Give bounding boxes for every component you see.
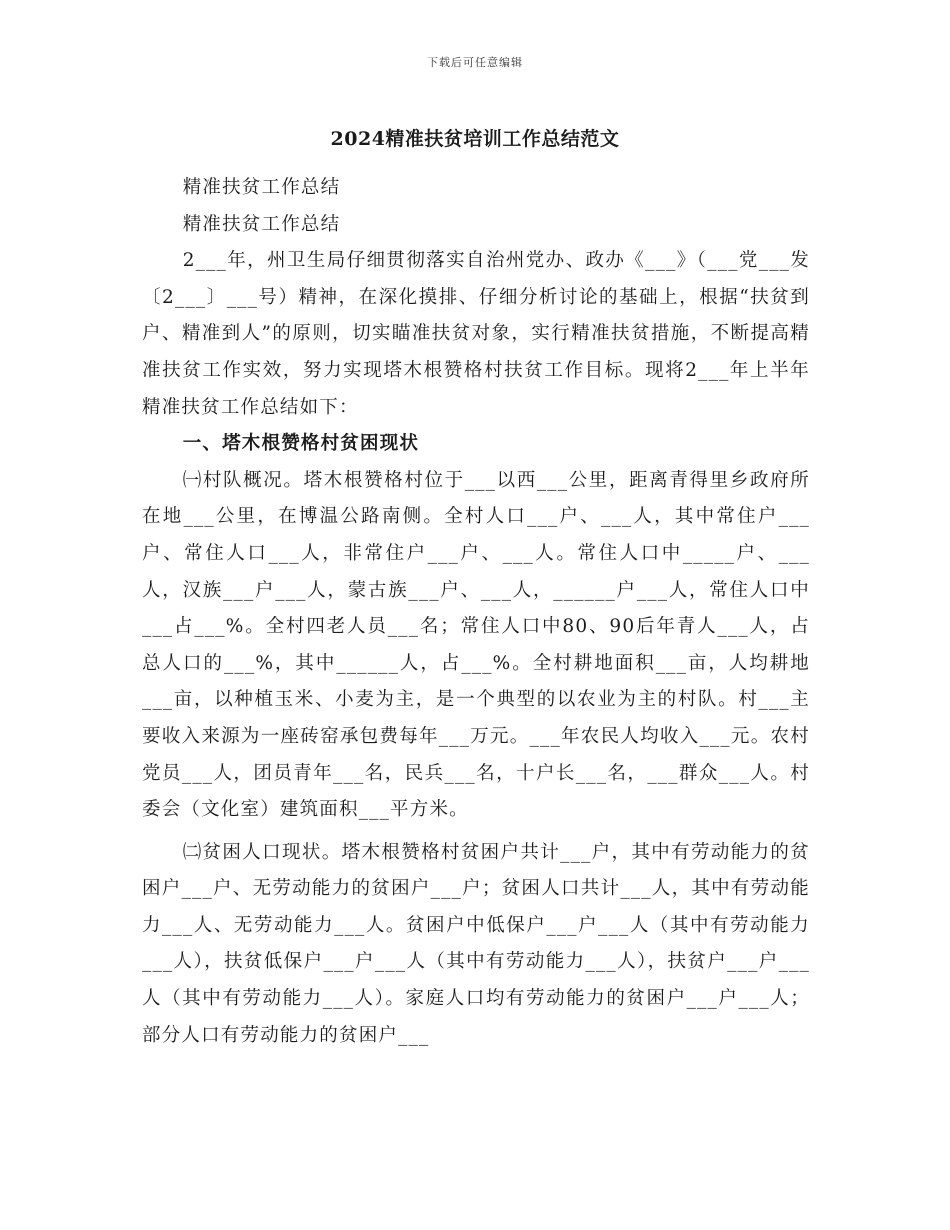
village-overview-paragraph: ㈠村队概况。塔木根赞格村位于___以西___公里，距离青得里乡政府所在地___公里，在博温公路南侧。全村人口___户、___人，其中常住户___户、常住人口___人，非常住户___户、___人。常住人口中_____户、___人，汉族___户___人，蒙古族___户、___人，______户___人，常住人口中___占___%。全村四老人员___名；常住人口中80、90后年青人___人，占总人口的___%，其中______人，占___%。全村耕地面积___亩，人均耕地___亩，以种植玉米、小麦为主，是一个典型的以农业为主的村队。村___主要收入来源为一座砖窑承包费每年___万元。___年农民人均收入___元。农村党员___人，团员青年___名，民兵___名，十户长___名，___群众___人。村委会（文化室）建筑面积___平方米。: [142, 469, 810, 821]
document-title: 2024精准扶贫培训工作总结范文: [330, 128, 620, 150]
page-header-note: 下载后可任意编辑: [427, 56, 523, 69]
section-heading: 一、塔木根赞格村贫困现状: [182, 433, 420, 455]
subtitle-paragraph-2: 精准扶贫工作总结: [182, 213, 341, 235]
subtitle-paragraph-1: 精准扶贫工作总结: [182, 177, 341, 198]
intro-paragraph: 2___年，州卫生局仔细贯彻落实自治州党办、政办《___》（___党___发〔2___〕___号）精神，在深化摸排、仔细分析讨论的基础上，根据“扶贫到户、精准到人”的原则，切实瞄准扶贫对象，实行精准扶贫措施，不断提高精准扶贫工作实效，努力实现塔木根赞格村扶贫工作目标。现将2___年上半年精准扶贫工作总结如下：: [142, 250, 810, 418]
poverty-status-paragraph: ㈡贫困人口现状。塔木根赞格村贫困户共计___户，其中有劳动能力的贫困户___户、无劳动能力的贫困户___户；贫困人口共计___人，其中有劳动能力___人、无劳动能力___人。贫困户中低保户___户___人（其中有劳动能力___人），扶贫低保户___户___人（其中有劳动能力___人），扶贫户___户___人（其中有劳动能力___人）。家庭人口均有劳动能力的贫困户___户___人；部分人口有劳动能力的贫困户___: [142, 841, 810, 1046]
document-body: [142, 170, 810, 1054]
